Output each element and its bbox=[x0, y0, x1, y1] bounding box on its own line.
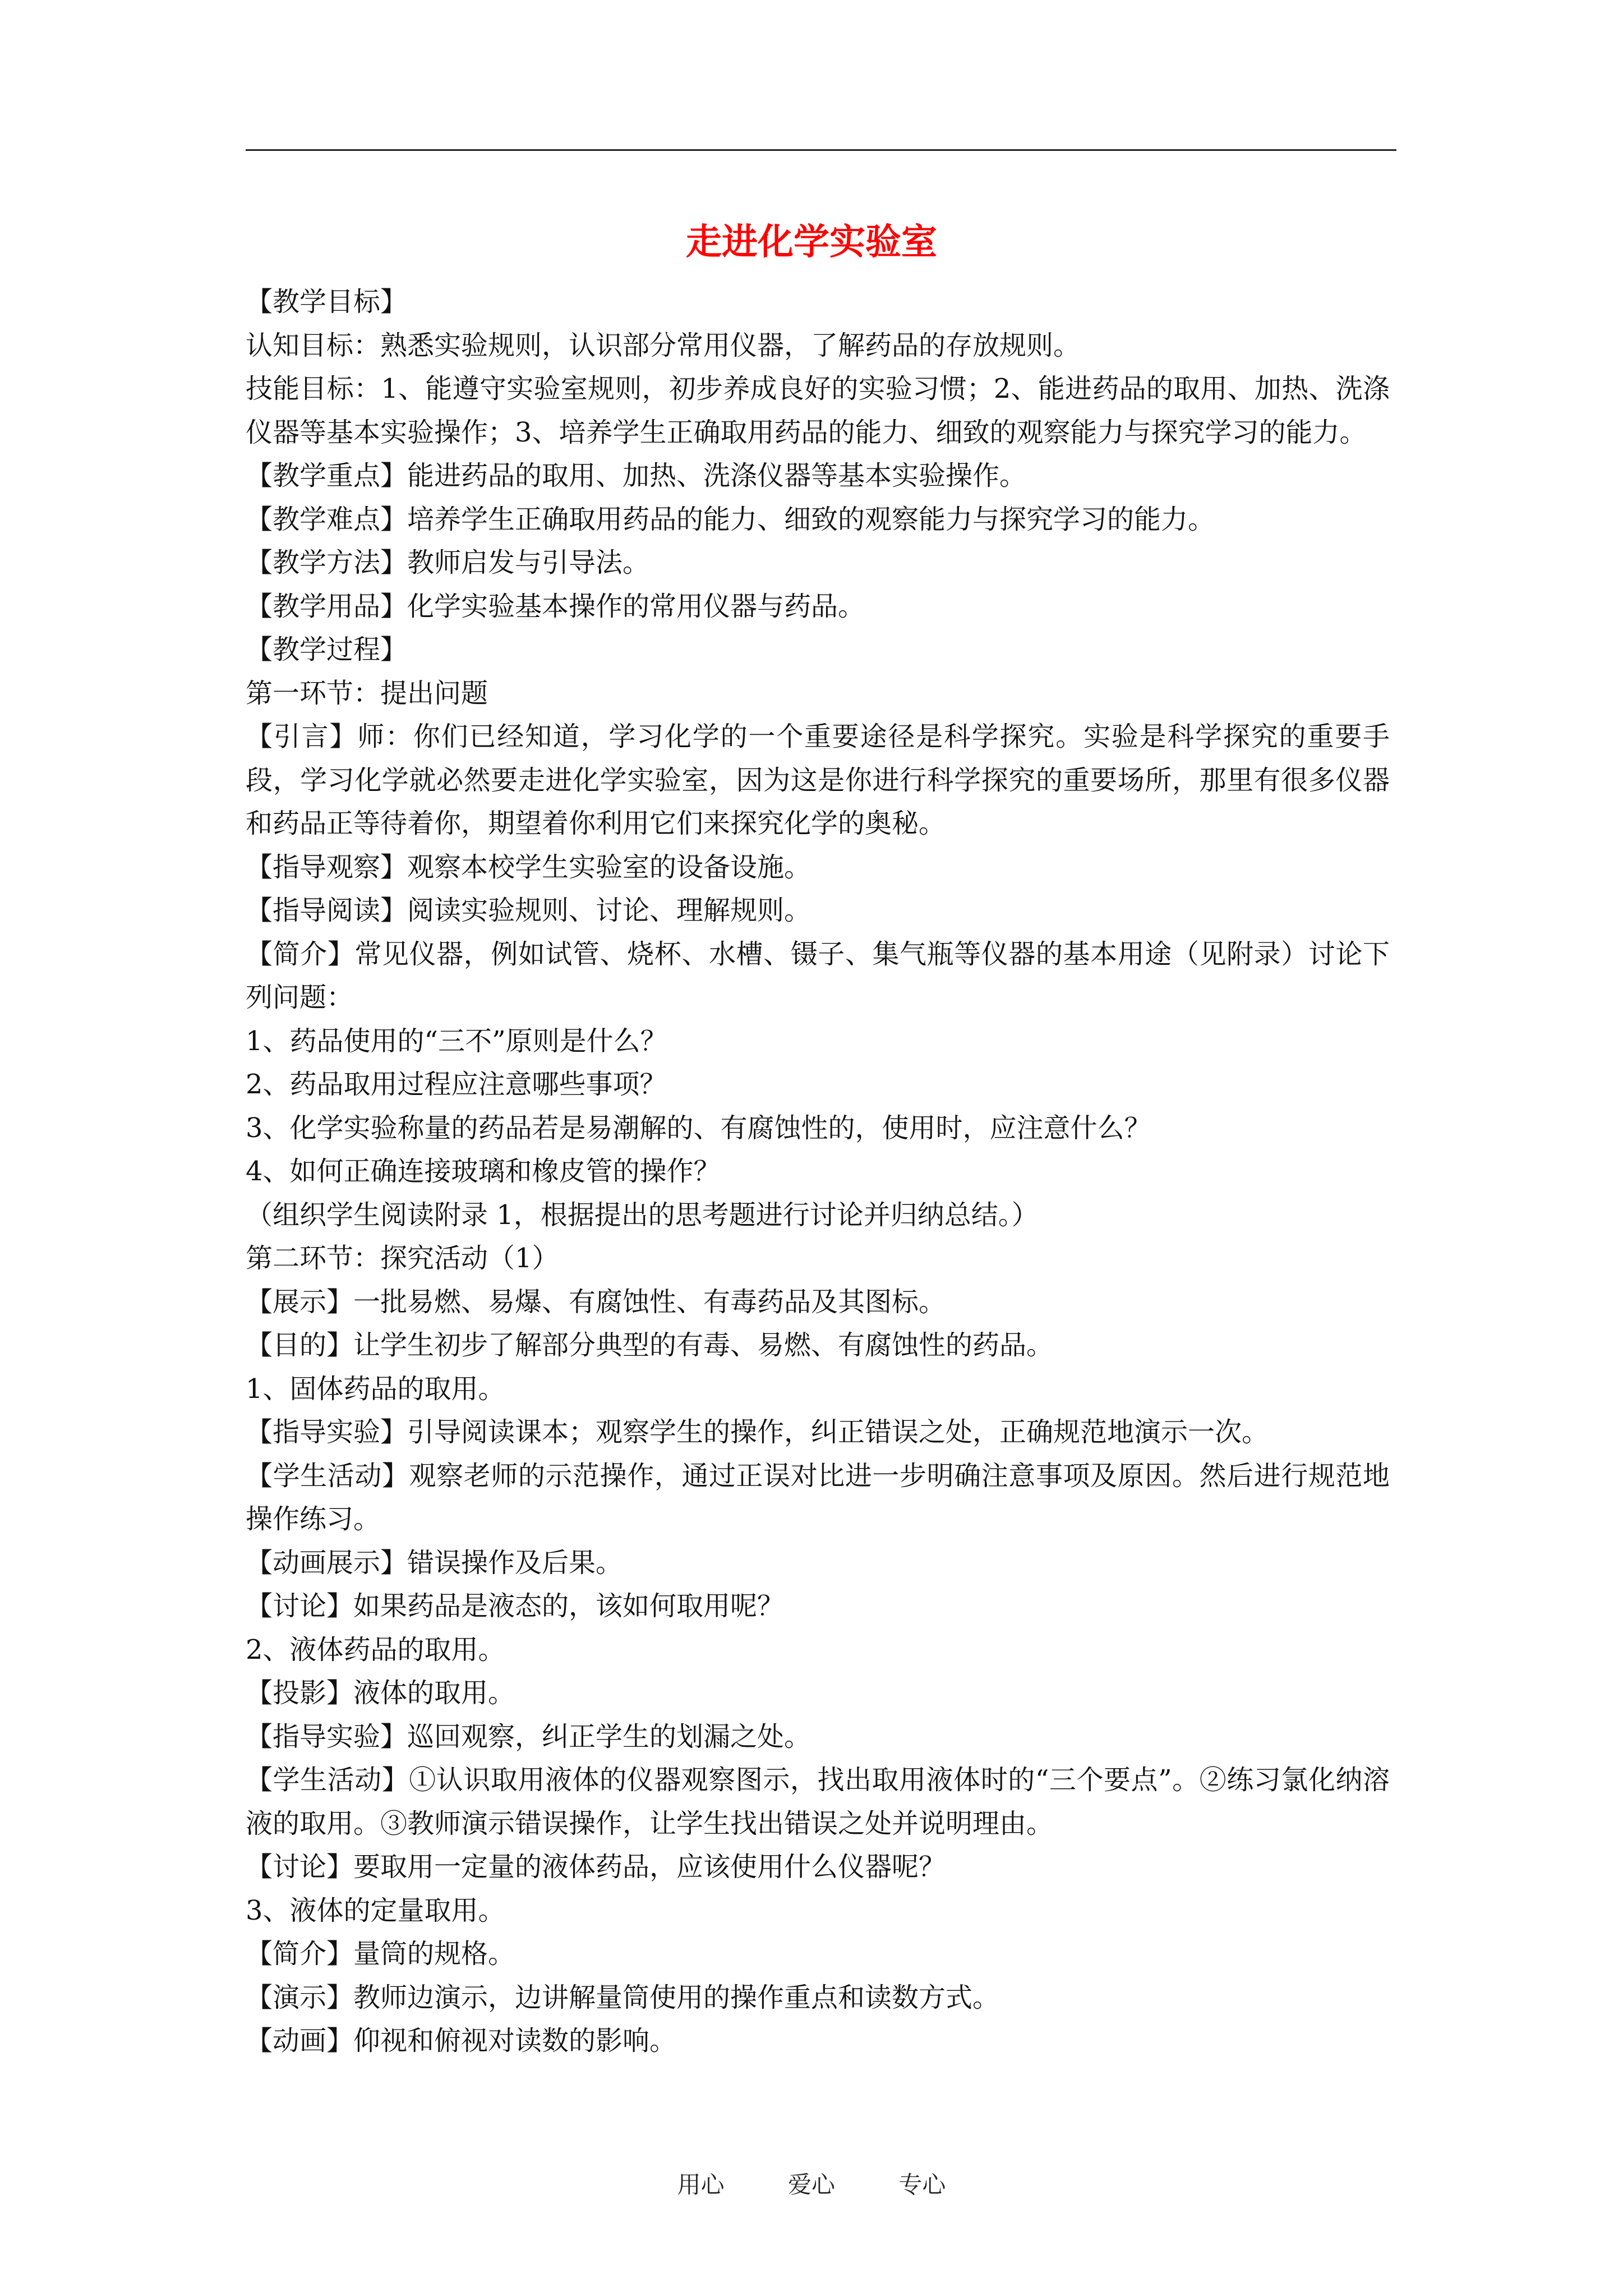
footer-text: 用心 bbox=[677, 2171, 725, 2198]
paragraph: 【教学过程】 bbox=[246, 634, 408, 665]
paragraph: 1、药品使用的“三不”原则是什么？ bbox=[246, 1025, 667, 1057]
paragraph: 第一环节：提出问题 bbox=[246, 677, 488, 709]
paragraph: 【指导实验】引导阅读课本；观察学生的操作，纠正错误之处，正确规范地演示一次。 bbox=[246, 1416, 1269, 1448]
paragraph: 【简介】常见仪器，例如试管、烧杯、水槽、镊子、集气瓶等仪器的基本用途（见附录）讨论下列问题： bbox=[246, 938, 1390, 1013]
paragraph: 【教学难点】培养学生正确取用药品的能力、细致的观察能力与探究学习的能力。 bbox=[246, 503, 1215, 535]
paragraph: （组织学生阅读附录 1，根据提出的思考题进行讨论并归纳总结。） bbox=[246, 1199, 1039, 1231]
paragraph: 【教学重点】能进药品的取用、加热、洗涤仪器等基本实验操作。 bbox=[246, 460, 1027, 491]
paragraph: 3、化学实验称量的药品若是易潮解的、有腐蚀性的，使用时，应注意什么？ bbox=[246, 1112, 1151, 1144]
paragraph: 【学生活动】①认识取用液体的仪器观察图示，找出取用液体时的“三个要点”。②练习氯化纳溶液的取用。③教师演示错误操作，让学生找出错误之处并说明理由。 bbox=[246, 1764, 1390, 1839]
paragraph: 技能目标：1、能遵守实验室规则，初步养成良好的实验习惯；2、能进药品的取用、加热、洗涤仪器等基本实验操作；3、培养学生正确取用药品的能力、细致的观察能力与探究学习的能力。 bbox=[246, 373, 1390, 448]
paragraph: 【投影】液体的取用。 bbox=[246, 1677, 515, 1709]
document-title: 走进化学实验室 bbox=[686, 221, 937, 263]
paragraph: 【展示】一批易燃、易爆、有腐蚀性、有毒药品及其图标。 bbox=[246, 1286, 946, 1318]
paragraph: 认知目标：熟悉实验规则，认识部分常用仪器，了解药品的存放规则。 bbox=[246, 329, 1081, 361]
paragraph: 【教学用品】化学实验基本操作的常用仪器与药品。 bbox=[246, 590, 865, 622]
paragraph: 【动画】仰视和俯视对读数的影响。 bbox=[246, 2025, 677, 2056]
paragraph: 【教学方法】教师启发与引导法。 bbox=[246, 547, 650, 578]
paragraph: 【教学目标】 bbox=[246, 286, 408, 318]
paragraph: 第二环节：探究活动（1） bbox=[246, 1243, 559, 1274]
paragraph: 【讨论】要取用一定量的液体药品，应该使用什么仪器呢？ bbox=[246, 1851, 946, 1883]
paragraph: 【指导观察】观察本校学生实验室的设备设施。 bbox=[246, 851, 811, 883]
paragraph: 2、药品取用过程应注意哪些事项？ bbox=[246, 1069, 667, 1100]
paragraph: 2、液体药品的取用。 bbox=[246, 1634, 505, 1665]
paragraph: 【学生活动】观察老师的示范操作，通过正误对比进一步明确注意事项及原因。然后进行规范地操作练习。 bbox=[246, 1460, 1390, 1535]
paragraph: 【动画展示】错误操作及后果。 bbox=[246, 1547, 623, 1579]
paragraph: 4、如何正确连接玻璃和橡皮管的操作？ bbox=[246, 1156, 721, 1187]
footer-text: 专心 bbox=[898, 2171, 946, 2198]
paragraph: 【指导实验】巡回观察，纠正学生的划漏之处。 bbox=[246, 1720, 811, 1752]
page-footer bbox=[0, 2168, 1623, 2202]
header-rule bbox=[246, 149, 1396, 151]
paragraph: 【讨论】如果药品是液态的，该如何取用呢？ bbox=[246, 1590, 785, 1622]
document-body bbox=[246, 280, 1390, 2063]
paragraph: 【演示】教师边演示，边讲解量筒使用的操作重点和读数方式。 bbox=[246, 1981, 1000, 2013]
paragraph: 3、液体的定量取用。 bbox=[246, 1894, 505, 1926]
paragraph: 【指导阅读】阅读实验规则、讨论、理解规则。 bbox=[246, 895, 811, 926]
paragraph: 【简介】量筒的规格。 bbox=[246, 1938, 515, 1970]
footer-text: 爱心 bbox=[787, 2171, 835, 2198]
paragraph: 【引言】师：你们已经知道，学习化学的一个重要途径是科学探究。实验是科学探究的重要手段，学习化学就必然要走进化学实验室，因为这是你进行科学探究的重要场所，那里有很多仪器和药品正等待着你，期望着你利用它们来探究化学的奥秘。 bbox=[246, 721, 1390, 839]
paragraph: 【目的】让学生初步了解部分典型的有毒、易燃、有腐蚀性的药品。 bbox=[246, 1329, 1054, 1361]
paragraph: 1、固体药品的取用。 bbox=[246, 1373, 505, 1405]
